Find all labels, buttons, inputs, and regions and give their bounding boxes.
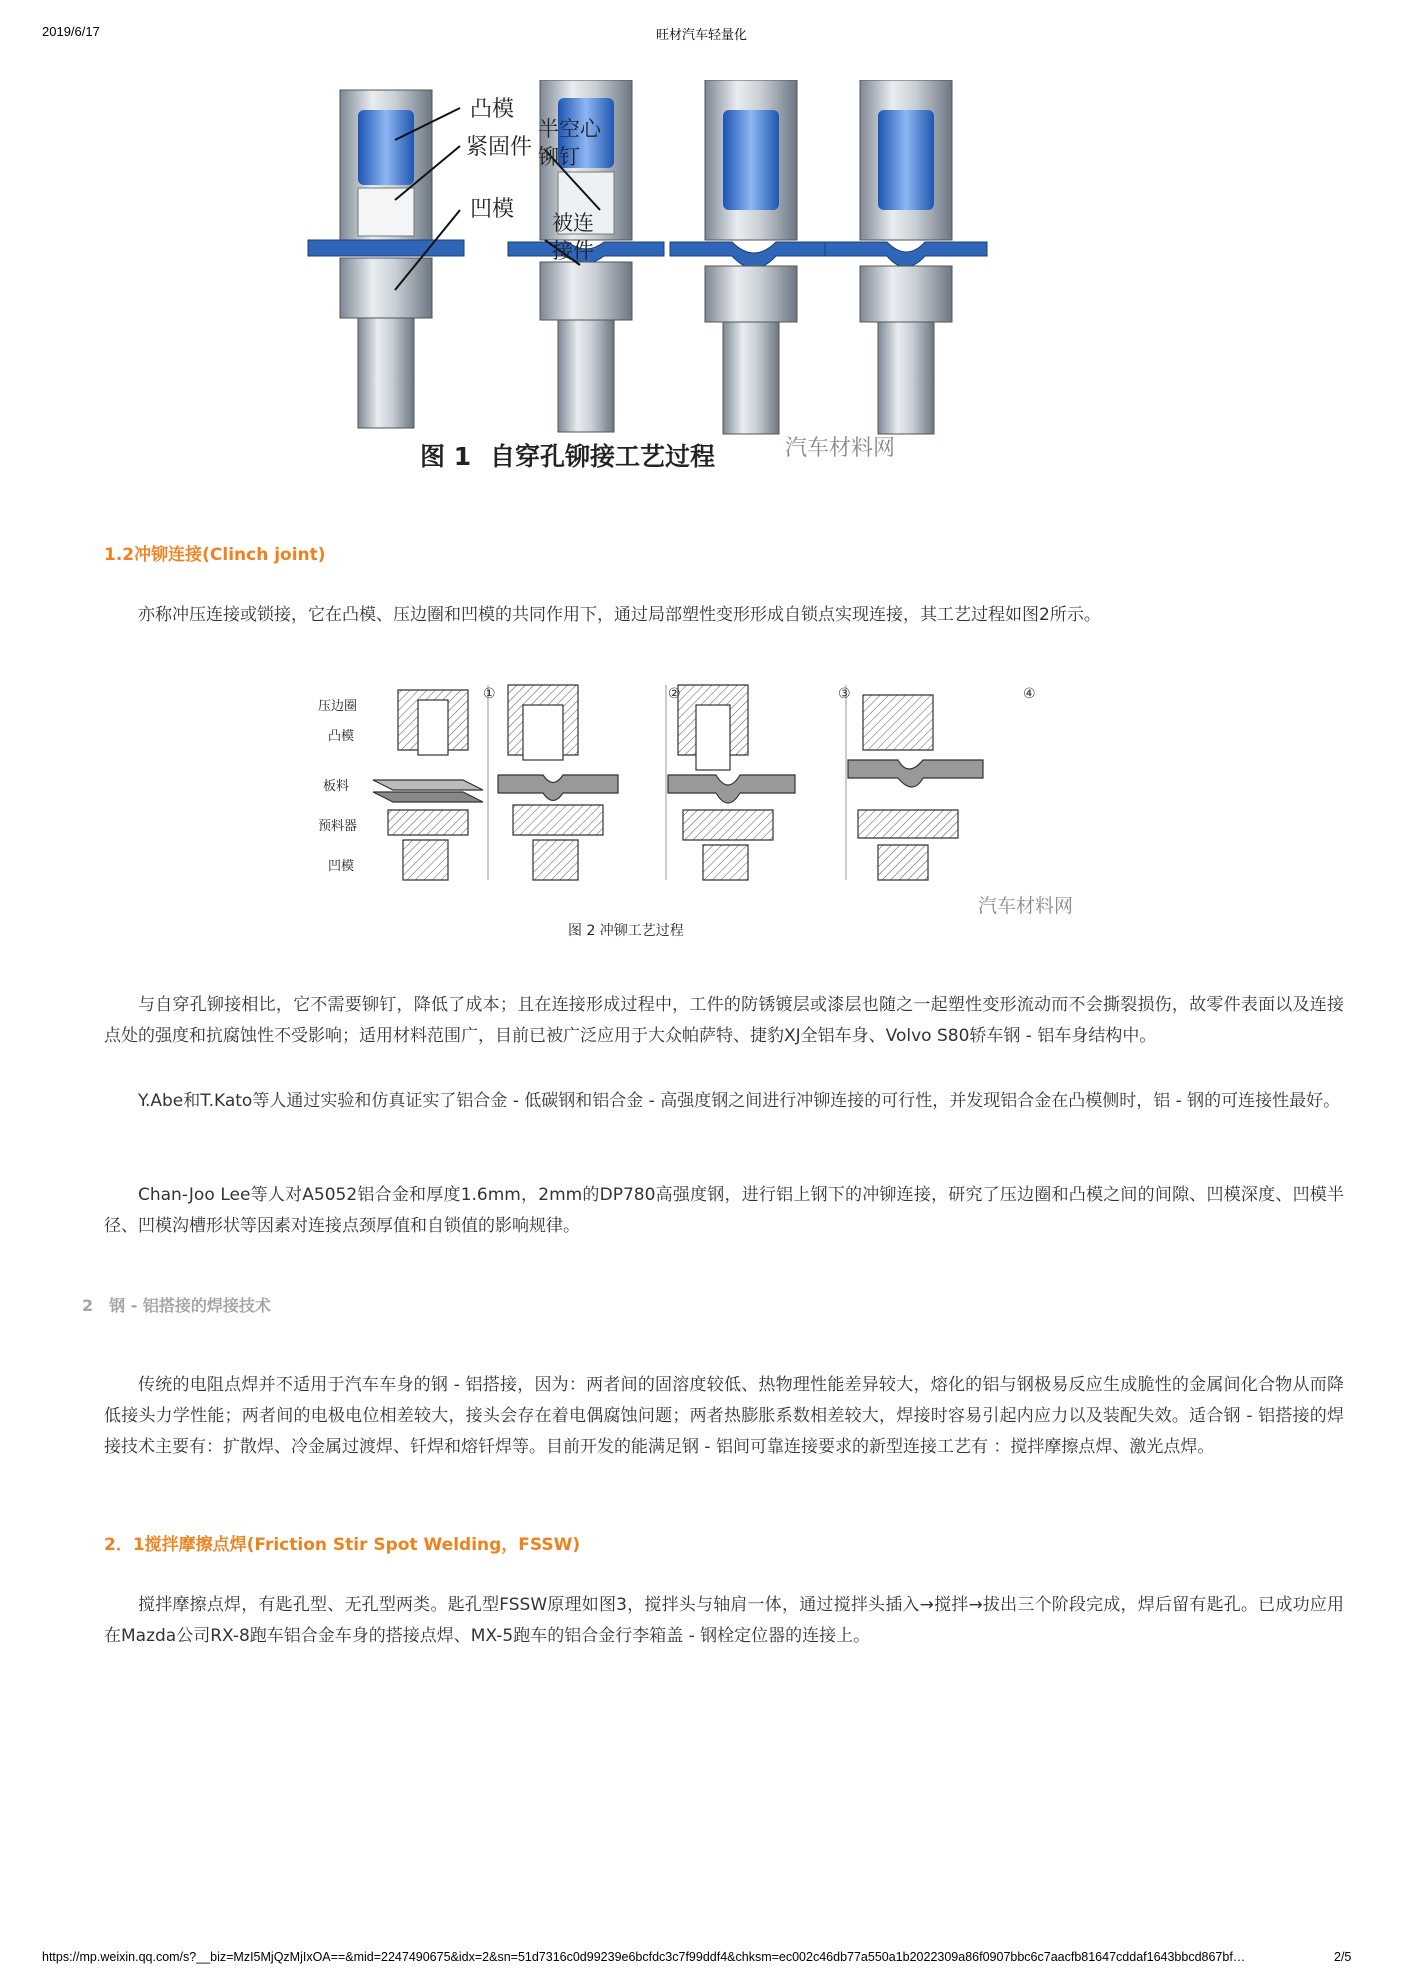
fig2-label-blank-holder: 压边圈 bbox=[318, 699, 358, 714]
fig1-caption-number: 图 1 bbox=[420, 442, 472, 471]
label-rivet-line1: 半空心 bbox=[538, 117, 601, 141]
page-number: 2/5 bbox=[1334, 1950, 1352, 1964]
label-punch: 凸模 bbox=[470, 97, 515, 122]
fig2-label-sheet: 板料 bbox=[323, 779, 350, 794]
label-fastener: 紧固件 bbox=[466, 135, 533, 160]
fig2-step-number-1: ① bbox=[483, 686, 496, 702]
label-sheet-line1: 被连 bbox=[552, 211, 594, 235]
section-2-1-heading: 2．1搅拌摩擦点焊(Friction Stir Spot Welding，FSSW) bbox=[104, 1535, 581, 1555]
section-1-2-heading: 1.2冲铆连接(Clinch joint) bbox=[104, 545, 326, 565]
fig2-step-number-2: ② bbox=[668, 686, 681, 702]
fig2-caption: 图 2 冲铆工艺过程 bbox=[568, 923, 684, 939]
para-welding: 传统的电阻点焊并不适用于汽车车身的钢 - 铝搭接，因为：两者间的固溶度较低、热物理性能差异较大，熔化的铝与钢极易反应生成脆性的金属间化合物从而降低接头力学性能；两者间的电极电位相差较大，接头会存在着电偶腐蚀问题；两者热膨胀系数相差较大，焊接时容易引起内应力以及装配失效。适合钢 - 铝搭接的焊接技术主要有：扩散焊、冷金属过渡焊、钎焊和熔钎焊等。目前开发的能满足钢 - 铝间可靠连接要求的新型连接工艺有 ：搅拌摩擦点焊、激光点焊。 bbox=[104, 1375, 1344, 1457]
label-sheet-line2: 接件 bbox=[552, 239, 594, 263]
fig2-label-punch: 凸模 bbox=[328, 729, 355, 744]
para-comparison: 与自穿孔铆接相比，它不需要铆钉，降低了成本；且在连接形成过程中，工件的防锈镀层或漆层也随之一起塑性变形流动而不会撕裂损伤，故零件表面以及连接点处的强度和抗腐蚀性不受影响；适用材料范围广，目前已被广泛应用于大众帕萨特、捷豹XJ全铝车身、Volvo S80轿车钢 - 铝车身结构中。 bbox=[104, 995, 1344, 1046]
fig1-caption-text: 自穿孔铆接工艺过程 bbox=[490, 442, 716, 471]
para-chan-joo-lee: Chan-Joo Lee等人对A5052铝合金和厚度1.6mm，2mm的DP780高强度钢，进行铝上钢下的冲铆连接，研究了压边圈和凸模之间的间隙、凹模深度、凹模半径、凹模沟槽形状等因素对连接点颈厚值和自锁值的影响规律。 bbox=[104, 1185, 1344, 1236]
para-fssw: 搅拌摩擦点焊，有匙孔型、无孔型两类。匙孔型FSSW原理如图3，搅拌头与轴肩一体，通过搅拌头插入→搅拌→拔出三个阶段完成，焊后留有匙孔。已成功应用在Mazda公司RX-8跑车铝合金车身的搭接点焊、MX-5跑车的铝合金行李箱盖 - 钢栓定位器的连接上。 bbox=[104, 1595, 1344, 1646]
fig1-watermark: 汽车材料网 bbox=[785, 436, 896, 461]
label-rivet-line2: 铆钉 bbox=[538, 145, 580, 169]
para-abe-kato: Y.Abe和T.Kato等人通过实验和仿真证实了铝合金 - 低碳钢和铝合金 - 高强度钢之间进行冲铆连接的可行性，并发现铝合金在凸模侧时，铝 - 钢的可连接性最好。 bbox=[138, 1091, 1341, 1111]
figure-2-clinching-process bbox=[318, 680, 1118, 950]
source-url: https://mp.weixin.qq.com/s?__biz=MzI5MjQzMjIxOA==&mid=2247490675&idx=2&sn=51d7316c0d99239e6bcfdc3c7f99ddf4&chksm=ec002c46db77a550a1b2022309a86f0907bbc6c7aacfb81647cddaf1643bbcd867bf… bbox=[42, 1950, 1246, 1964]
print-date: 2019/6/17 bbox=[42, 24, 100, 39]
fig2-step-number-4: ④ bbox=[1023, 686, 1036, 702]
label-die: 凹模 bbox=[470, 197, 515, 222]
fig2-label-stripper: 预料器 bbox=[318, 819, 358, 834]
figure-1-self-piercing-riveting bbox=[300, 80, 1120, 490]
fig2-step-number-3: ③ bbox=[838, 686, 851, 702]
para-intro: 亦称冲压连接或锁接，它在凸模、压边圈和凹模的共同作用下，通过局部塑性变形形成自锁点实现连接，其工艺过程如图2所示。 bbox=[138, 605, 1101, 625]
fig2-watermark: 汽车材料网 bbox=[978, 895, 1074, 917]
section-2-heading: 2 钢 - 铝搭接的焊接技术 bbox=[82, 1296, 271, 1315]
fig2-label-die: 凹模 bbox=[328, 859, 355, 874]
page-title: 旺材汽车轻量化 bbox=[655, 27, 747, 42]
